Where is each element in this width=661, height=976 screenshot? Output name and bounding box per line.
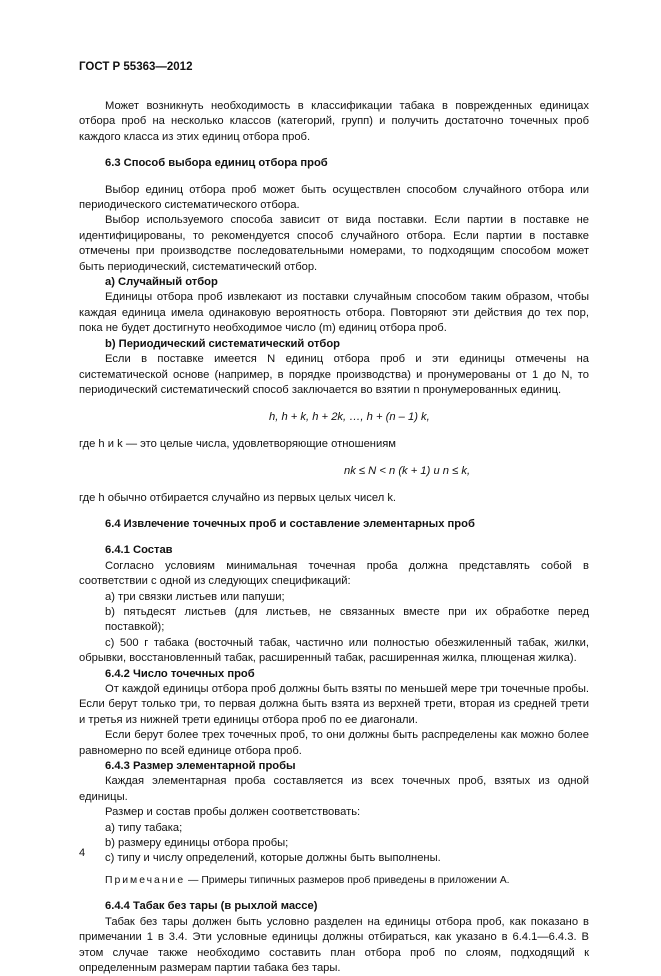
note-label: Примечание: [105, 874, 186, 886]
section-heading-6-4: 6.4 Извлечение точечных проб и составление элементарных проб: [105, 517, 475, 530]
document-body: [79, 93, 589, 976]
list-item: а) типу табака;: [105, 821, 183, 834]
formula-relation: nk ≤ N < n (k + 1) и n ≤ k,: [344, 465, 471, 478]
paragraph: где h обычно отбирается случайно из первых целых чисел k.: [79, 491, 397, 504]
paragraph: Табак без тары должен быть условно разделен на единицы отбора проб, как показано в примечании 1 в 3.4. Эти условные единицы должны отбираться, как указано в 6.4.1—6.4.3. В этом случае также необходимо составить план отбора проб по слоям, подходящий к определенным размерам партии табака без тары.: [79, 915, 589, 974]
list-item: b) размеру единицы отбора пробы;: [105, 837, 289, 850]
subsection-heading-6-4-4: 6.4.4 Табак без тары (в рыхлой массе): [105, 900, 318, 913]
document-header: ГОСТ Р 55363—2012: [79, 61, 193, 73]
paragraph: Выбор используемого способа зависит от вида поставки. Если партии в поставке не идентифицированы, то рекомендуется способ случайного отбора. Если партии в поставке отмечены при производстве последовательными номерами, то подходящим способом может быть периодический, систематический отбор.: [79, 214, 589, 273]
paragraph: Единицы отбора проб извлекают из поставки случайным способом таким образом, чтобы каждая единица имела одинаковую вероятность отбора. Повторяют эти действия до тех пор, пока не будет достигнуто необходимое число (m) единиц отбора проб.: [79, 291, 589, 335]
subsection-heading-6-4-1: 6.4.1 Состав: [105, 544, 173, 557]
subsection-heading-6-4-2: 6.4.2 Число точечных проб: [105, 667, 255, 680]
subheading-systematic-selection: b) Периодический систематический отбор: [105, 337, 341, 350]
formula-sequence: h, h + k, h + 2k, …, h + (n – 1) k,: [269, 411, 430, 424]
paragraph: Согласно условиям минимальная точечная проба должна представлять собой в соответствии с одной из следующих спецификаций:: [79, 559, 589, 588]
note: [79, 873, 589, 888]
section-heading-6-3: 6.3 Способ выбора единиц отбора проб: [105, 157, 328, 170]
paragraph: Если в поставке имеется N единиц отбора проб и эти единицы отмечены на систематической основе (например, в порядке производства) и пронумерованы от 1 до N, то периодический систематический способ заключается во взятии n пронумерованных единиц.: [79, 353, 589, 396]
list-item: b) пятьдесят листьев (для листьев, не связанных вместе при их обработке перед поставкой);: [105, 605, 589, 634]
paragraph: где h и k — это целые числа, удовлетворяющие отношениям: [79, 437, 396, 450]
list-item: с) типу и числу определений, которые должны быть выполнены.: [105, 852, 441, 865]
page-number: 4: [79, 847, 86, 859]
subsection-heading-6-4-3: 6.4.3 Размер элементарной пробы: [105, 760, 296, 773]
paragraph: Каждая элементарная проба составляется из всех точечных проб, взятых из одной единицы.: [79, 775, 589, 803]
list-item: с) 500 г табака (восточный табак, частично или полностью обезжиленный табак, жилки, обрывки, восстановленный табак, расширенный табак, расширенная жилка, плющеная жилка).: [79, 636, 589, 665]
note-text: — Примеры типичных размеров проб приведены в приложении А.: [185, 874, 510, 886]
paragraph: Выбор единиц отбора проб может быть осуществлен способом случайного отбора или периодического систематического отбора.: [79, 183, 589, 212]
subheading-random-selection: а) Случайный отбор: [105, 276, 218, 289]
paragraph: От каждой единицы отбора проб должны быть взяты по меньшей мере три точечные пробы. Если берут только три, то первая должна быть взята из верхней трети, вторая из средней трети и третья из нижней трети единицы отбора проб по ее диагонали.: [79, 683, 589, 726]
paragraph: Может возникнуть необходимость в классификации табака в поврежденных единицах отбора проб на несколько классов (категорий, групп) и получить достаточно точечных проб каждого класса из этих единиц отбора проб.: [79, 100, 589, 143]
paragraph: Размер и состав пробы должен соответствовать:: [105, 806, 361, 819]
paragraph: Если берут более трех точечных проб, то они должны быть распределены как можно более равномерно по всей единице отбора проб.: [79, 729, 589, 757]
list-item: а) три связки листьев или папуши;: [105, 590, 285, 603]
